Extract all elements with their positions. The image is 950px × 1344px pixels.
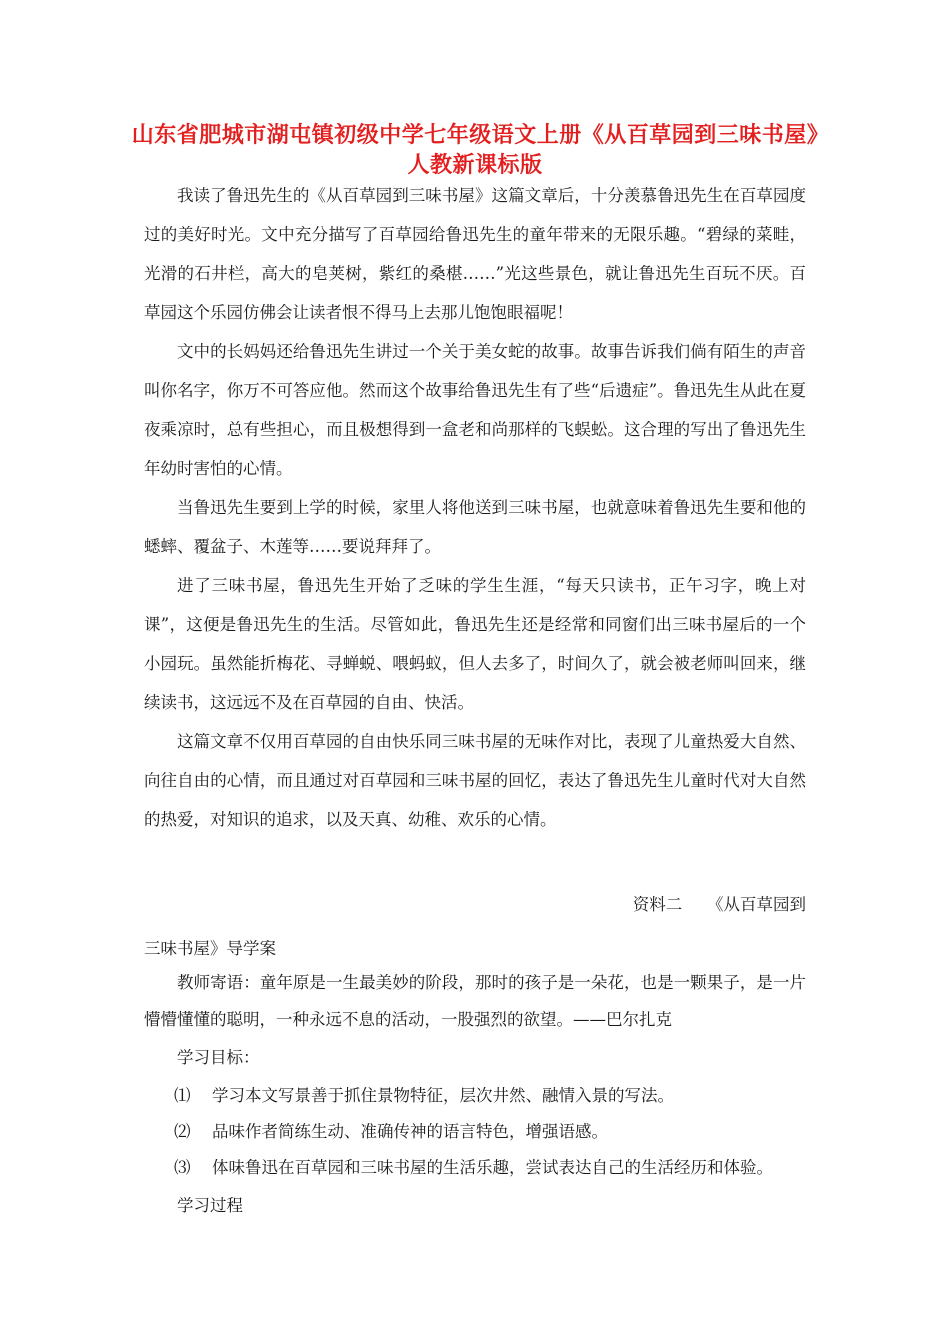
goal-text: 品味作者简练生动、准确传神的语言特色，增强语感。 (212, 1122, 608, 1141)
goal-item (144, 1114, 806, 1150)
essay-paragraph: 文中的长妈妈还给鲁迅先生讲过一个关于美女蛇的故事。故事告诉我们倘有陌生的声音叫你名字，你万不可答应他。然而这个故事给鲁迅先生有了些“后遗症”。鲁迅先生从此在夏夜乘凉时，总有些担心，而且极想得到一盒老和尚那样的飞蜈蚣。这合理的写出了鲁迅先生年幼时害怕的心情。 (144, 342, 806, 478)
essay-body (144, 176, 806, 839)
study-guide (144, 964, 806, 1226)
goal-item (144, 1150, 806, 1186)
material-label: 资料二 《从百草园到 (632, 895, 806, 914)
goal-text: 学习本文写景善于抓住景物特征，层次井然、融情入景的写法。 (212, 1086, 674, 1105)
teacher-quote: 教师寄语：童年原是一生最美妙的阶段，那时的孩子是一朵花，也是一颗果子，是一片懵懵懂懂的聪明，一种永远不息的活动，一股强烈的欲望。——巴尔扎克 (144, 973, 806, 1029)
goal-text: 体味鲁迅在百草园和三味书屋的生活乐趣，尝试表达自己的生活经历和体验。 (212, 1158, 773, 1177)
goal-number: ⑴ (174, 1086, 191, 1105)
goal-number: ⑵ (174, 1122, 191, 1141)
essay-paragraph: 当鲁迅先生要到上学的时候，家里人将他送到三味书屋，也就意味着鲁迅先生要和他的蟋蟀、覆盆子、木莲等……要说拜拜了。 (144, 498, 806, 556)
goal-item (144, 1078, 806, 1114)
goal-number: ⑶ (174, 1158, 191, 1177)
essay-paragraph: 我读了鲁迅先生的《从百草园到三味书屋》这篇文章后，十分羡慕鲁迅先生在百草园度过的美好时光。文中充分描写了百草园给鲁迅先生的童年带来的无限乐趣。“碧绿的菜畦，光滑的石井栏，高大的皂荚树，紫红的桑椹……”光这些景色，就让鲁迅先生百玩不厌。百草园这个乐园仿佛会让读者恨不得马上去那儿饱饱眼福呢！ (144, 186, 806, 322)
essay-paragraph: 这篇文章不仅用百草园的自由快乐同三味书屋的无味作对比，表现了儿童热爱大自然、向往自由的心情，而且通过对百草园和三味书屋的回忆，表达了鲁迅先生儿童时代对大自然的热爱，对知识的追求，以及天真、幼稚、欢乐的心情。 (144, 732, 806, 829)
document-title: 山东省肥城市湖屯镇初级中学七年级语文上册《从百草园到三味书屋》人教新课标版 (131, 123, 819, 178)
essay-paragraph: 进了三味书屋，鲁迅先生开始了乏味的学生生涯，“每天只读书，正午习字，晚上对课”，这便是鲁迅先生的生活。尽管如此，鲁迅先生还是经常和同窗们出三味书屋后的一个小园玩。虽然能折梅花、寻蝉蜕、喂蚂蚁，但人去多了，时间久了，就会被老师叫回来，继续读书，这远远不及在百草园的自由、快活。 (144, 576, 806, 712)
process-heading: 学习过程 (177, 1196, 243, 1215)
goals-heading: 学习目标： (177, 1048, 260, 1067)
material-label-continued: 三味书屋》导学案 (144, 939, 276, 958)
